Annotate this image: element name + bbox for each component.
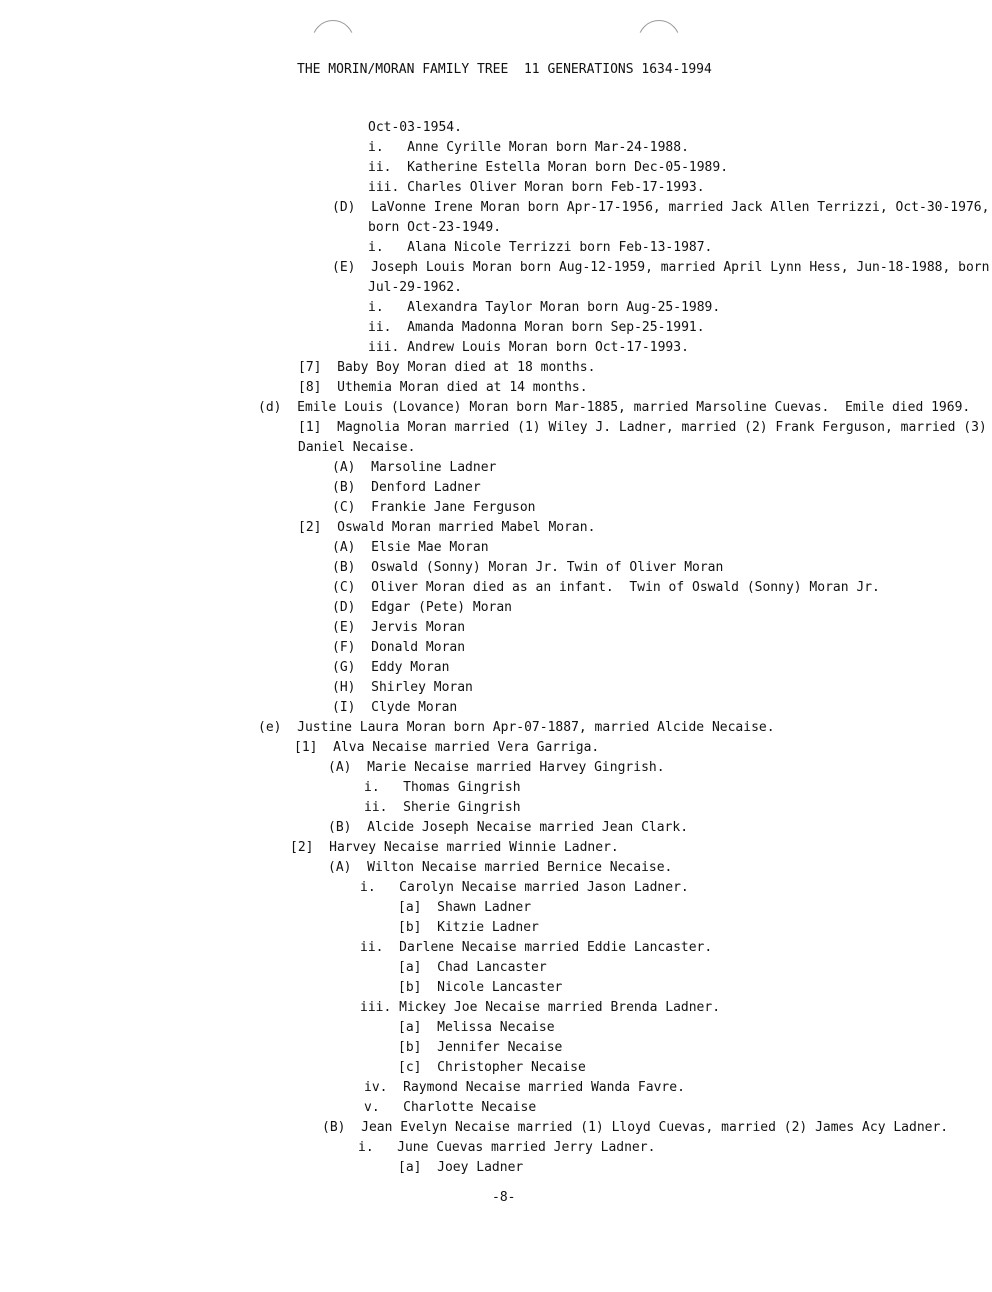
- entry-line: [2] Harvey Necaise married Winnie Ladner.: [290, 840, 619, 855]
- entry-line: born Oct-23-1949.: [368, 220, 502, 235]
- entry-line: ii. Katherine Estella Moran born Dec-05-1989.: [368, 160, 729, 175]
- entry-line: Daniel Necaise.: [298, 440, 416, 455]
- binder-hole-left: [312, 20, 354, 62]
- entry-line: i. Carolyn Necaise married Jason Ladner.: [360, 880, 689, 895]
- entry-line: iii. Charles Oliver Moran born Feb-17-1993.: [368, 180, 705, 195]
- entry-line: (e) Justine Laura Moran born Apr-07-1887, married Alcide Necaise.: [258, 720, 775, 735]
- page-number: -8-: [492, 1190, 516, 1205]
- entry-line: (A) Marie Necaise married Harvey Gingrish.: [328, 760, 665, 775]
- entry-line: iii. Andrew Louis Moran born Oct-17-1993.: [368, 340, 689, 355]
- entry-line: (B) Alcide Joseph Necaise married Jean Clark.: [328, 820, 689, 835]
- entry-line: [1] Magnolia Moran married (1) Wiley J. Ladner, married (2) Frank Ferguson, married (3): [298, 420, 987, 435]
- entry-line: [2] Oswald Moran married Mabel Moran.: [298, 520, 596, 535]
- entry-line: ii. Darlene Necaise married Eddie Lancaster.: [360, 940, 713, 955]
- entry-line: [b] Nicole Lancaster: [398, 980, 563, 995]
- binder-hole-right: [638, 20, 680, 62]
- entry-line: (H) Shirley Moran: [332, 680, 473, 695]
- entry-line: [b] Jennifer Necaise: [398, 1040, 563, 1055]
- entry-line: (C) Frankie Jane Ferguson: [332, 500, 536, 515]
- entry-line: [7] Baby Boy Moran died at 18 months.: [298, 360, 596, 375]
- entry-line: i. Alexandra Taylor Moran born Aug-25-1989.: [368, 300, 721, 315]
- entry-line: (D) Edgar (Pete) Moran: [332, 600, 513, 615]
- entry-line: iii. Mickey Joe Necaise married Brenda Ladner.: [360, 1000, 721, 1015]
- entry-line: (E) Joseph Louis Moran born Aug-12-1959, married April Lynn Hess, Jun-18-1988, born: [332, 260, 990, 275]
- entry-line: i. Anne Cyrille Moran born Mar-24-1988.: [368, 140, 689, 155]
- entry-line: iv. Raymond Necaise married Wanda Favre.: [364, 1080, 685, 1095]
- entry-line: (A) Marsoline Ladner: [332, 460, 497, 475]
- entry-line: Jul-29-1962.: [368, 280, 462, 295]
- entry-line: (d) Emile Louis (Lovance) Moran born Mar-1885, married Marsoline Cuevas. Emile died 1969.: [258, 400, 971, 415]
- entry-line: [a] Shawn Ladner: [398, 900, 532, 915]
- entry-line: ii. Sherie Gingrish: [364, 800, 521, 815]
- entry-line: [1] Alva Necaise married Vera Garriga.: [294, 740, 600, 755]
- entry-line: (G) Eddy Moran: [332, 660, 450, 675]
- entry-line: Oct-03-1954.: [368, 120, 462, 135]
- entry-line: [a] Melissa Necaise: [398, 1020, 555, 1035]
- entry-line: [b] Kitzie Ladner: [398, 920, 539, 935]
- entry-line: (C) Oliver Moran died as an infant. Twin of Oswald (Sonny) Moran Jr.: [332, 580, 880, 595]
- entry-line: (B) Denford Ladner: [332, 480, 481, 495]
- entry-line: i. June Cuevas married Jerry Ladner.: [358, 1140, 656, 1155]
- entry-line: v. Charlotte Necaise: [364, 1100, 537, 1115]
- entry-line: (A) Elsie Mae Moran: [332, 540, 489, 555]
- entry-line: i. Alana Nicole Terrizzi born Feb-13-1987.: [368, 240, 713, 255]
- entry-line: i. Thomas Gingrish: [364, 780, 521, 795]
- entry-line: (D) LaVonne Irene Moran born Apr-17-1956, married Jack Allen Terrizzi, Oct-30-1976,: [332, 200, 990, 215]
- entry-line: (F) Donald Moran: [332, 640, 466, 655]
- entry-line: (B) Jean Evelyn Necaise married (1) Lloyd Cuevas, married (2) James Acy Ladner.: [322, 1120, 949, 1135]
- page-header: THE MORIN/MORAN FAMILY TREE 11 GENERATIONS 1634-1994: [297, 62, 712, 77]
- entry-line: [8] Uthemia Moran died at 14 months.: [298, 380, 588, 395]
- entry-line: [c] Christopher Necaise: [398, 1060, 586, 1075]
- entry-line: (A) Wilton Necaise married Bernice Necaise.: [328, 860, 673, 875]
- entry-line: (E) Jervis Moran: [332, 620, 466, 635]
- entry-line: (B) Oswald (Sonny) Moran Jr. Twin of Oliver Moran: [332, 560, 724, 575]
- entry-line: [a] Chad Lancaster: [398, 960, 547, 975]
- entry-line: ii. Amanda Madonna Moran born Sep-25-1991.: [368, 320, 705, 335]
- entry-line: (I) Clyde Moran: [332, 700, 458, 715]
- entry-line: [a] Joey Ladner: [398, 1160, 524, 1175]
